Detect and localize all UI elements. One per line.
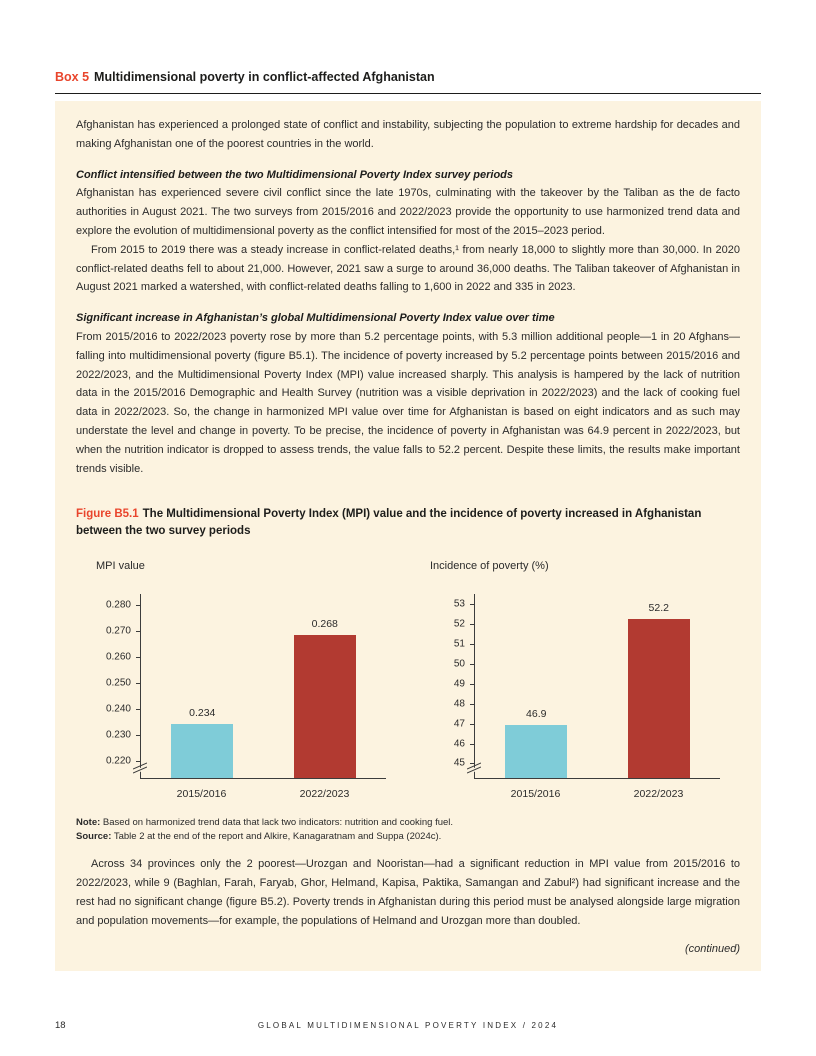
y-tick-label: 46 [453, 738, 465, 750]
bar-2022/2023 [294, 635, 356, 778]
y-tick-label: 0.240 [105, 703, 131, 715]
plot-area [140, 594, 386, 779]
x-axis-category-label: 2022/2023 [299, 788, 350, 801]
bar-value-label: 0.234 [189, 706, 216, 719]
figure-caption [76, 506, 740, 540]
continued-label: (continued) [684, 942, 740, 955]
y-tick-label: 52 [453, 618, 465, 630]
y-tick-label: 0.260 [105, 651, 131, 663]
page-number: 18 [55, 1020, 66, 1031]
y-tick-mark [470, 704, 474, 705]
y-tick-mark [470, 664, 474, 665]
section1-paragraph-2: From 2015 to 2019 there was a steady increase in conflict-related deaths,¹ from nearly 18,000 to slightly more than 30,000. In 2020 conflict-related deaths fell to about 21,000. However, 2021 saw a surge to around 36,000 deaths. The Taliban takeover of Afghanistan in August 2021 marked a watershed, with conflict-related deaths falling to 1,600 in 2022 and 335 in 2023. [76, 243, 740, 294]
y-tick-mark [470, 684, 474, 685]
y-tick-label: 49 [453, 678, 465, 690]
bar-value-label: 46.9 [526, 707, 547, 720]
y-tick-label: 0.280 [105, 599, 131, 611]
bar-column [141, 594, 264, 778]
chart-title-incidence: Incidence of poverty (%) [430, 560, 549, 573]
x-axis-category-label: 2022/2023 [633, 788, 684, 801]
figure-charts [76, 560, 740, 800]
bar-column [475, 594, 598, 778]
y-tick-label: 48 [453, 698, 465, 710]
bar-2022/2023 [628, 619, 690, 778]
y-tick-label: 53 [453, 598, 465, 610]
y-tick-mark [136, 657, 140, 658]
bar-value-label: 0.268 [311, 618, 338, 631]
figure-title: The Multidimensional Poverty Index (MPI) value and the incidence of poverty increased in Afghanistan between the two survey periods [76, 508, 702, 538]
y-tick-label: 0.250 [105, 677, 131, 689]
chart-body [96, 594, 386, 779]
header-rule [55, 93, 761, 94]
closing-paragraph: Across 34 provinces only the 2 poorest—Urozgan and Nooristan—had a significant reduction in MPI value from 2015/2016 to 2022/2023, while 9 (Baghlan, Farah, Faryab, Ghor, Helmand, Kapisa, Paktika, Samangan and Zabul²) had significant increase and the rest had no significant change (figure B5.2). Poverty trends in Afghanistan during this period must be analysed alongside large migration and population movements—for example, the populations of Helmand and Urozgan more than doubled. [76, 858, 740, 927]
section2-paragraph-1: From 2015/2016 to 2022/2023 poverty rose by more than 5.2 percentage points, with 5.3 million additional people—1 in 20 Afghans—falling into multidimensional poverty (figure B5.1). The incidence of poverty increased by 5.2 percentage points between 2015/2016 and 2022/2023, and the Multidimensional Poverty Index (MPI) value increased sharply. This analysis is hampered by the lack of nutrition data in the 2015/2016 Demographic and Health Survey (nutrition was a visible deprivation in 2022/2023) and the lack of cooking fuel data in 2022/2023. So, the change in harmonized MPI value over time for Afghanistan is based on eight indicators and as such may understate the level and change in poverty. To be precise, the incidence of poverty in Afghanistan was 64.9 percent in 2022/2023, but when the nutrition indicator is dropped to assess trends, the value falls to 52.2 percent. Despite these limits, the results make important trends visible. [76, 330, 740, 475]
bar-2015/2016 [505, 725, 567, 779]
figure-notes [76, 816, 740, 843]
bar-2015/2016 [171, 724, 233, 779]
y-tick-label: 45 [453, 757, 465, 769]
bars-group [475, 594, 720, 778]
figure-label: Figure B5.1 [76, 508, 139, 521]
chart-incidence-of-poverty [430, 560, 720, 800]
x-axis-category-label: 2015/2016 [510, 788, 561, 801]
plot-area [474, 594, 720, 779]
y-tick-mark [136, 709, 140, 710]
source-text: Table 2 at the end of the report and Alkire, Kanagaratnam and Suppa (2024c). [113, 830, 442, 842]
figure-source [76, 830, 740, 844]
y-tick-mark [136, 683, 140, 684]
y-tick-mark [136, 605, 140, 606]
y-axis-labels [96, 594, 140, 779]
axis-break-icon [133, 761, 147, 775]
box-body [55, 101, 761, 971]
chart-mpi-value [96, 560, 386, 800]
y-tick-label: 0.220 [105, 755, 131, 767]
box-title: Multidimensional poverty in conflict-affected Afghanistan [94, 70, 435, 84]
y-tick-mark [470, 724, 474, 725]
box-number-label: Box 5 [55, 70, 90, 84]
y-tick-mark [470, 604, 474, 605]
y-tick-label: 0.270 [105, 625, 131, 637]
y-tick-mark [136, 631, 140, 632]
page-footer [55, 1020, 761, 1032]
note-label: Note: [76, 817, 101, 829]
chart-title-mpi: MPI value [96, 560, 145, 573]
box-header [55, 70, 761, 84]
x-axis-labels [474, 779, 720, 800]
y-tick-mark [470, 644, 474, 645]
y-tick-label: 0.230 [105, 729, 131, 741]
chart-body [430, 594, 720, 779]
bars-group [141, 594, 386, 778]
y-axis-labels [430, 594, 474, 779]
source-label: Source: [76, 830, 112, 842]
y-tick-mark [136, 735, 140, 736]
y-tick-label: 47 [453, 718, 465, 730]
bar-column [264, 594, 387, 778]
section1-heading: Conflict intensified between the two Multidimensional Poverty Index survey periods [76, 168, 514, 181]
x-axis-category-label: 2015/2016 [176, 788, 227, 801]
y-tick-mark [470, 624, 474, 625]
intro-paragraph: Afghanistan has experienced a prolonged state of conflict and instability, subjecting the population to extreme hardship for decades and making Afghanistan one of the poorest countries in the world. [76, 119, 740, 150]
y-tick-mark [136, 761, 140, 762]
figure-note [76, 816, 740, 830]
section1-paragraph-1: Afghanistan has experienced severe civil conflict since the late 1970s, culminating with the takeover by the Taliban as the de facto authorities in August 2021. The two surveys from 2015/2016 and 2022/2023 provide the opportunity to use harmonized trend data and explore the evolution of multidimensional poverty as the conflict intensified for most of the 2015–2023 period. [76, 187, 740, 237]
bar-value-label: 52.2 [648, 602, 669, 615]
section2-heading: Significant increase in Afghanistan’s global Multidimensional Poverty Index value over time [76, 312, 555, 325]
y-tick-label: 50 [453, 658, 465, 670]
report-title: GLOBAL MULTIDIMENSIONAL POVERTY INDEX / 2024 [257, 1021, 559, 1030]
note-text: Based on harmonized trend data that lack two indicators: nutrition and cooking fuel. [102, 817, 454, 829]
y-tick-mark [470, 763, 474, 764]
y-tick-mark [470, 744, 474, 745]
x-axis-labels [140, 779, 386, 800]
y-tick-label: 51 [453, 638, 465, 650]
bar-column [598, 594, 721, 778]
